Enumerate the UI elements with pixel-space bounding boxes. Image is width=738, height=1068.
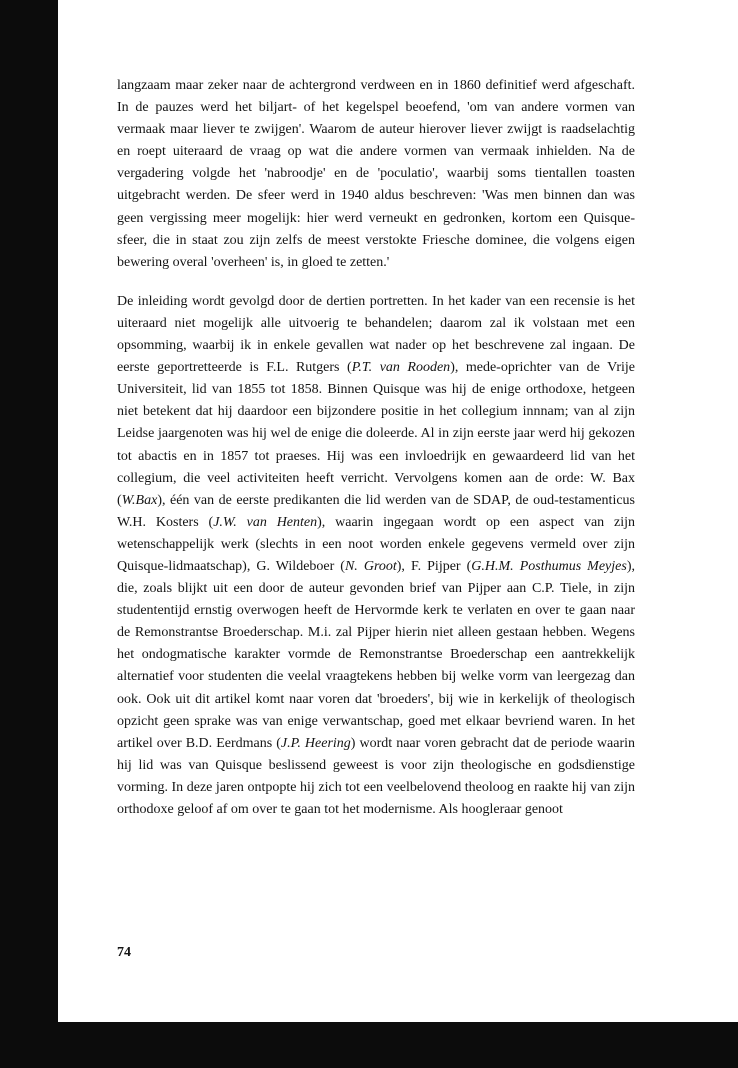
text-run: ), één van de eerste predikanten die lid werden van de SDAP, de oud-testamenticus W.H. Kosters ( xyxy=(117,492,635,530)
text-run: De inleiding wordt gevolgd door de dertien portretten. In het kader van een recensie is het uiteraard niet mogelijk alle uitvoerig te behandelen; daarom zal ik volstaan met een opsomming, waarbij ik in enkele gevallen wat nader op het beschrevene zal ingaan. De eerste geportretteerde is F.L. Rutgers ( xyxy=(117,293,635,376)
text-run: ), F. Pijper ( xyxy=(396,558,472,574)
scan-bottom-border xyxy=(58,1022,738,1068)
italic-citation: G.H.M. Posthumus Meyjes xyxy=(471,558,627,574)
text-run: ) wordt naar voren gebracht dat de periode waarin hij lid was van Quisque beslissend geweest is voor zijn theologische en godsdienstige vorming. In deze jaren ontpopte hij zich tot een veelbelovend theoloog en raakte hij van zijn orthodoxe geloof af om over te gaan tot het modernisme. Als hoogleraar genoot xyxy=(117,735,636,817)
body-paragraph xyxy=(117,291,635,821)
scan-left-border xyxy=(0,0,58,1068)
italic-citation: J.W. van Henten xyxy=(213,514,318,530)
body-paragraph xyxy=(117,75,635,274)
italic-citation: W.Bax xyxy=(121,492,158,508)
text-run: ), die, zoals blijkt uit een door de auteur gevonden brief van Pijper aan C.P. Tiele, in zijn studententijd ernstig overwogen heeft de Hervormde kerk te verlaten en over te gaan naar de Remonstrantse Broederschap. M.i. zal Pijper hierin niet alleen gestaan hebben. Wegens het ondogmatische karakter vormde de Remonstrantse Broederschap een aantrekkelijk alternatief voor studenten die veelal vraagtekens hebben bij welke vorm van leergezag dan ook. Ook uit dit artikel komt naar voren dat 'broeders', bij wie in kerkelijk of theologisch opzicht geen sprake was van enige verwantschap, goed met elkaar bevriend waren. In het artikel over B.D. Eerdmans ( xyxy=(117,558,635,751)
italic-citation: J.P. Heering xyxy=(280,735,351,751)
page-number: 74 xyxy=(117,945,131,960)
text-run: langzaam maar zeker naar de achtergrond verdween en in 1860 definitief werd afgeschaft. In de pauzes werd het biljart- of het kegelspel beoefend, 'om van andere vormen van vermaak maar liever te zwijgen'. Waarom de auteur hierover liever zwijgt is raadselachtig en roept uiteraard de vraag op wat die andere vormen van vermaak inhielden. Na de vergadering volgde het 'nabroodje' en de 'poculatio', waarbij soms tientallen toasten uitgebracht werden. De sfeer werd in 1940 aldus beschreven: 'Was men binnen dan was geen vergissing meer mogelijk: hier werd verneukt en gedronken, kortom een Quisque-sfeer, die in staat zou zijn zelfs de meest verstokte Friesche dominee, die volgens eigen bewering overal 'overheen' is, in gloed te zetten.' xyxy=(117,78,635,270)
italic-citation: N. Groot xyxy=(344,558,397,574)
italic-citation: P.T. van Rooden xyxy=(351,360,451,376)
page-body xyxy=(117,75,635,821)
text-run: ), waarin ingegaan wordt op een aspect van zijn wetenschappelijk werk (slechts in een noot worden enkele gegevens vermeld over zijn Quisque-lidmaatschap), G. Wildeboer ( xyxy=(117,514,635,574)
text-run: ), mede-oprichter van de Vrije Universiteit, lid van 1855 tot 1858. Binnen Quisque was hij de enige orthodoxe, hetgeen niet betekent dat hij daardoor een bijzondere positie in het collegium innnam; van al zijn Leidse jaargenoten was hij wel de enige die doleerde. Al in zijn eerste jaar werd hij gekozen tot abactis en in 1857 tot praeses. Hij was een invloedrijk en gewaardeerd lid van het collegium, die veel activiteiten heeft verricht. Vervolgens komen aan de orde: W. Bax ( xyxy=(117,360,635,508)
